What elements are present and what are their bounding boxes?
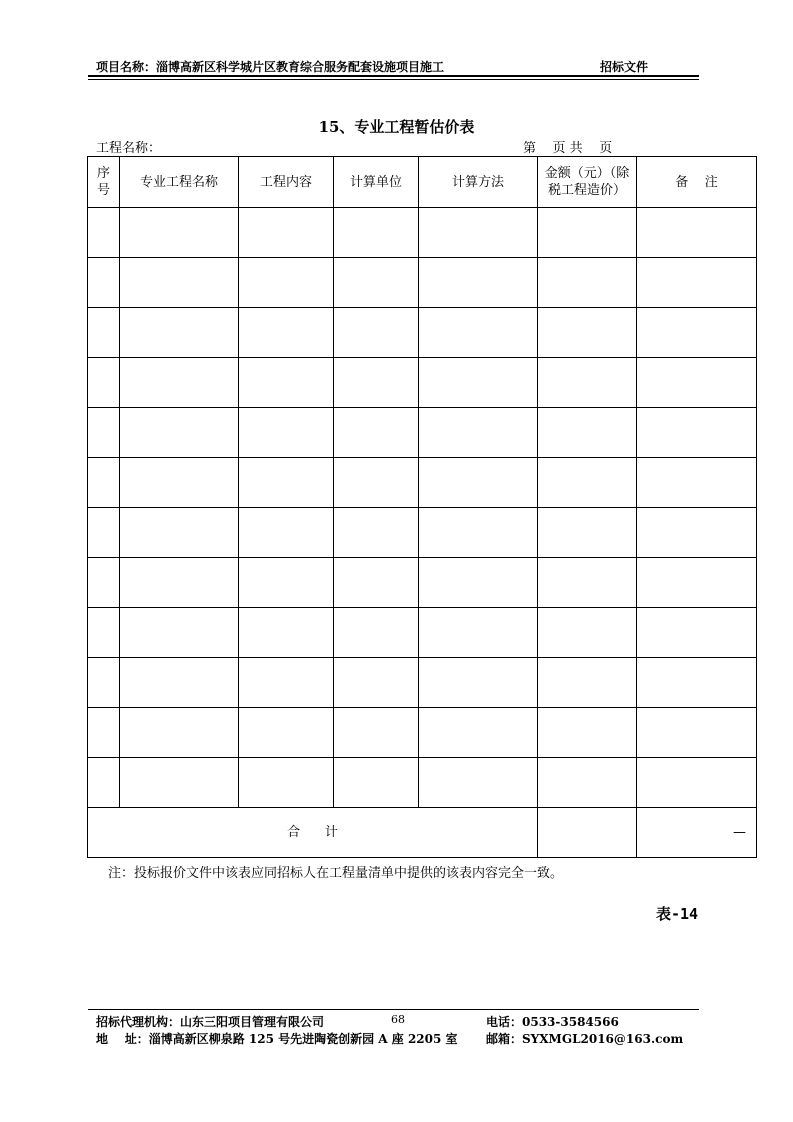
col-header-method: 计算方法 [419,157,538,208]
table-cell [239,408,334,458]
table-cell [88,458,120,508]
table-cell [239,308,334,358]
table-cell [419,458,538,508]
table-cell [88,258,120,308]
col-header-content: 工程内容 [239,157,334,208]
estimate-table [87,156,757,858]
table-note: 注：投标报价文件中该表应同招标人在工程量清单中提供的该表内容完全一致。 [108,866,564,881]
table-row [88,658,757,708]
col-header-amount: 金额（元）（除 税工程造价） [538,157,637,208]
total-label: 合 计 [88,808,538,858]
table-row [88,358,757,408]
table-cell [239,558,334,608]
table-cell [538,558,637,608]
table-cell [334,258,419,308]
table-row [88,758,757,808]
table-cell [419,258,538,308]
col-header-unit: 计算单位 [334,157,419,208]
table-row [88,558,757,608]
table-cell [637,658,757,708]
table-cell [419,658,538,708]
table-row [88,308,757,358]
table-cell [120,508,239,558]
table-cell [120,708,239,758]
table-cell [637,708,757,758]
table-cell [88,208,120,258]
project-name-label: 工程名称： [96,141,162,156]
table-cell [334,658,419,708]
table-cell [419,308,538,358]
col-header-name: 专业工程名称 [120,157,239,208]
table-cell [120,408,239,458]
table-cell [538,658,637,708]
table-row [88,258,757,308]
table-cell [334,758,419,808]
col-header-remark: 备 注 [637,157,757,208]
table-cell [419,208,538,258]
table-cell [419,558,538,608]
table-cell [538,408,637,458]
table-row [88,458,757,508]
table-cell [637,208,757,258]
table-cell [637,358,757,408]
table-cell [334,308,419,358]
table-cell [88,408,120,458]
table-cell [419,408,538,458]
table-cell [419,358,538,408]
table-row [88,408,757,458]
total-row [88,808,757,858]
table-cell [239,258,334,308]
table-cell [334,508,419,558]
header-project-name: 项目名称：淄博高新区科学城片区教育综合服务配套设施项目施工 [96,60,445,74]
table-cell [637,758,757,808]
total-amount-cell [538,808,637,858]
table-header-row [88,157,757,208]
table-cell [88,358,120,408]
table-cell [538,508,637,558]
table-cell [334,608,419,658]
table-cell [88,658,120,708]
table-cell [538,358,637,408]
table-row [88,208,757,258]
table-cell [419,608,538,658]
table-cell [538,458,637,508]
table-cell [334,458,419,508]
table-cell [637,508,757,558]
table-row [88,708,757,758]
table-cell [120,758,239,808]
table-cell [120,258,239,308]
table-cell [538,608,637,658]
table-cell [334,408,419,458]
table-cell [239,358,334,408]
table-cell [637,408,757,458]
table-cell [419,708,538,758]
table-cell [334,208,419,258]
table-cell [538,708,637,758]
table-cell [88,608,120,658]
form-title: 15、专业工程暂估价表 [318,118,475,136]
col-header-index: 序 号 [88,157,120,208]
total-remark: — [637,808,757,858]
table-cell [334,708,419,758]
table-cell [239,708,334,758]
table-cell [120,658,239,708]
table-cell [88,308,120,358]
page-count-label: 第 页 共 页 [523,141,613,156]
footer-address: 地 址：淄博高新区柳泉路 125 号先进陶瓷创新园 A 座 2205 室 [96,1032,458,1046]
table-cell [637,308,757,358]
table-cell [239,508,334,558]
footer-phone: 电话：0533-3584566 [486,1015,619,1029]
table-cell [538,758,637,808]
table-cell [239,608,334,658]
table-cell [120,608,239,658]
table-cell [239,658,334,708]
header-rule-thin [88,79,699,80]
table-cell [637,458,757,508]
table-cell [538,308,637,358]
table-cell [538,208,637,258]
table-cell [538,258,637,308]
table-cell [239,208,334,258]
footer-email: 邮箱：SYXMGL2016@163.com [486,1032,684,1046]
table-cell [88,708,120,758]
footer-agency: 招标代理机构：山东三阳项目管理有限公司 [96,1015,325,1029]
table-cell [334,358,419,408]
table-cell [239,758,334,808]
header-doc-type: 招标文件 [600,60,649,74]
footer-rule [88,1009,699,1010]
table-cell [637,258,757,308]
table-cell [419,758,538,808]
table-cell [120,558,239,608]
header-rule [88,75,699,77]
table-row [88,508,757,558]
table-cell [120,308,239,358]
table-cell [88,558,120,608]
table-cell [88,508,120,558]
table-cell [120,208,239,258]
table-cell [334,558,419,608]
table-cell [637,558,757,608]
table-cell [239,458,334,508]
table-cell [88,758,120,808]
table-cell [419,508,538,558]
table-cell [120,358,239,408]
table-cell [120,458,239,508]
table-cell [637,608,757,658]
footer-page-number: 68 [391,1013,405,1026]
table-row [88,608,757,658]
form-number: 表-14 [656,905,699,923]
